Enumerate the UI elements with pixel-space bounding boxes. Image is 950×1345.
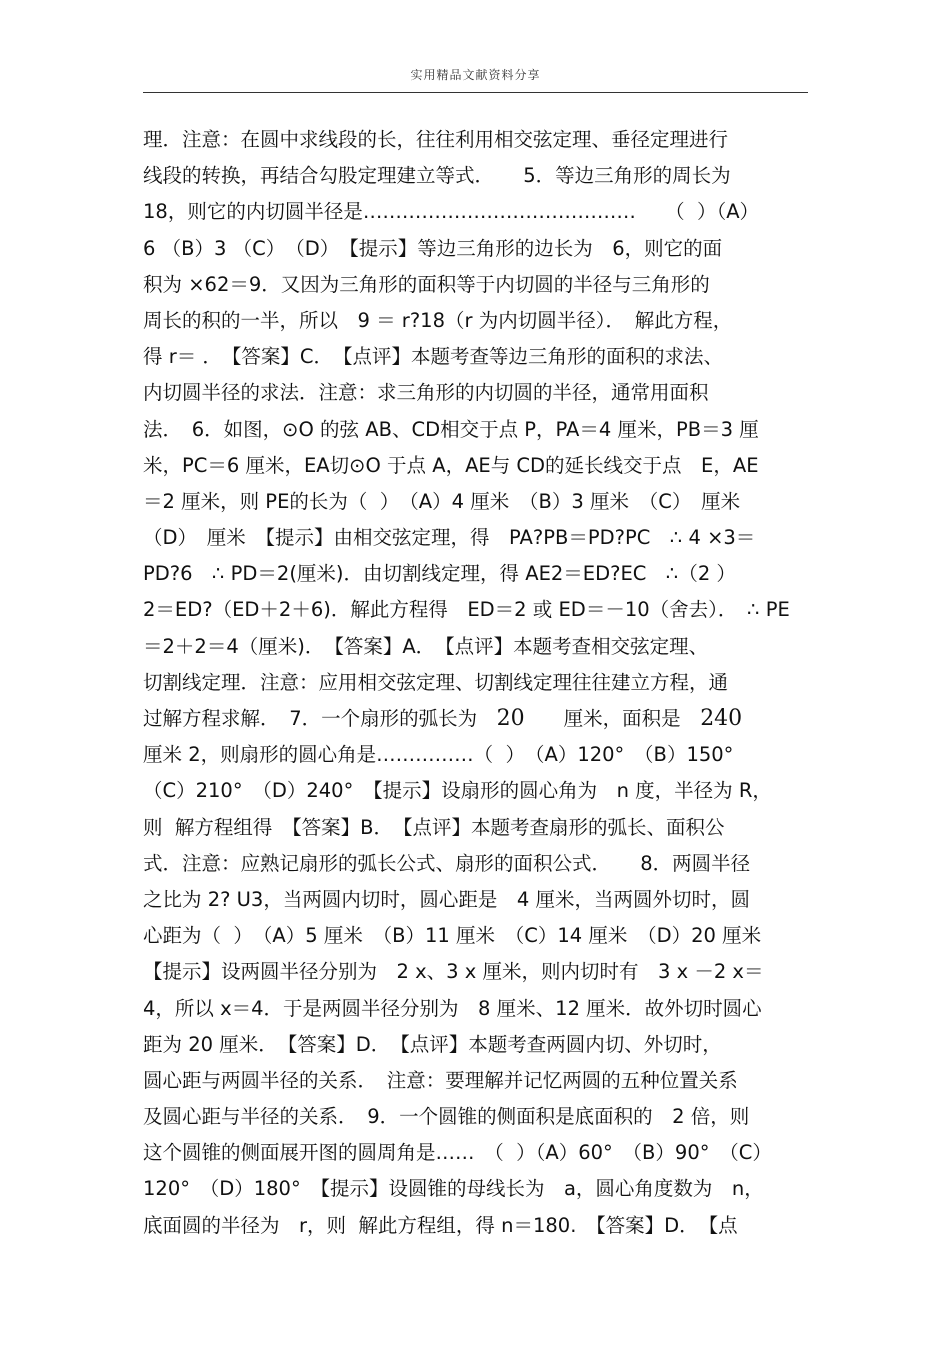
text-segment: 过解方程求解． 7．一个扇形的弧长为 <box>143 707 497 730</box>
text-line: （D） 厘米 【提示】由相交弦定理，得 PA?PB＝PD?PC ∴ 4 ×3＝ <box>143 526 756 550</box>
text-line: （C）210° （D）240° 【提示】设扇形的圆心角为 n 度，半径为 R， <box>143 779 772 803</box>
text-line: 周长的积的一半，所以 9 ＝ r?18（r 为内切圆半径）． 解此方程， <box>143 308 733 332</box>
text-line: 则 解方程组得 【答案】B． 【点评】本题考查扇形的弧长、面积公 <box>143 815 725 839</box>
text-line: PD?6 ∴ PD＝2(厘米)．由切割线定理，得 AE2＝ED?EC ∴（2 ） <box>143 562 736 586</box>
text-line: 圆心距与两圆半径的关系． 注意：要理解并记忆两圆的五种位置关系 <box>143 1068 738 1092</box>
text-line: 6 （B）3 （C） （D） 【提示】等边三角形的边长为 6，则它的面 <box>143 236 723 260</box>
text-line: 式．注意：应熟记扇形的弧长公式、扇形的面积公式． 8．两圆半径 <box>143 851 751 875</box>
text-line: 得 r＝ ． 【答案】C． 【点评】本题考查等边三角形的面积的求法、 <box>143 345 724 369</box>
document-body <box>143 122 823 1244</box>
text-line: 线段的转换，再结合勾股定理建立等式． 5．等边三角形的周长为 <box>143 164 731 188</box>
text-line: 120° （D）180° 【提示】设圆锥的母线长为 a，圆心角度数为 n， <box>143 1177 764 1201</box>
text-line: 之比为 2? U3，当两圆内切时，圆心距是 4 厘米，当两圆外切时，圆 <box>143 887 750 911</box>
text-line: 内切圆半径的求法．注意：求三角形的内切圆的半径，通常用面积 <box>143 381 709 405</box>
text-line: 这个圆锥的侧面展开图的圆周角是…… （ ）（A）60° （B）90° （C） <box>143 1141 772 1165</box>
text-line: 积为 ×62＝9．又因为三角形的面积等于内切圆的半径与三角形的 <box>143 272 710 296</box>
text-line: 米，PC＝6 厘米，EA切⊙O 于点 A，AE与 CD的延长线交于点 E，AE <box>143 453 759 477</box>
text-line: ＝2 厘米，则 PE的长为（ ） （A）4 厘米 （B）3 厘米 （C） 厘米 <box>143 489 741 513</box>
text-segment: 厘米，面积是 <box>524 707 701 730</box>
text-line: 【提示】设两圆半径分别为 2 x、3 x 厘米，则内切时有 3 x －2 x＝ <box>143 960 764 984</box>
text-line: 2＝ED?（ED＋2＋6)．解此方程得 ED＝2 或 ED＝－10（舍去）． ∴ PE <box>143 598 790 622</box>
text-line: ＝2＋2＝4（厘米)． 【答案】A． 【点评】本题考查相交弦定理、 <box>143 634 709 658</box>
text-line: 心距为（ ） （A）5 厘米 （B）11 厘米 （C）14 厘米 （D）20 厘米 <box>143 924 762 948</box>
header-title: 实用精品文献资料分享 <box>410 68 541 82</box>
page-header <box>143 60 808 93</box>
text-line: 切割线定理．注意：应用相交弦定理、切割线定理往往建立方程，通 <box>143 670 729 694</box>
arc-length-value: 20 <box>496 706 525 731</box>
text-line: 距为 20 厘米． 【答案】D． 【点评】本题考查两圆内切、外切时， <box>143 1032 722 1056</box>
text-line: 及圆心距与半径的关系． 9．一个圆锥的侧面积是底面积的 2 倍，则 <box>143 1105 750 1129</box>
text-line: 18，则它的内切圆半径是…………………………………… （ ）（A） <box>143 200 760 224</box>
text-line-arc-area <box>143 701 823 737</box>
text-line: 法． 6．如图，⊙O 的弦 AB、CD相交于点 P，PA＝4 厘米，PB＝3 厘 <box>143 417 759 441</box>
text-line: 理．注意：在圆中求线段的长，往往利用相交弦定理、垂径定理进行 <box>143 128 729 151</box>
text-line: 厘米 2，则扇形的圆心角是……………（ ） （A）120° （B）150° <box>143 743 734 767</box>
text-line: 底面圆的半径为 r，则 解此方程组，得 n＝180. 【答案】D． 【点 <box>143 1213 738 1237</box>
text-line: 4，所以 x＝4．于是两圆半径分别为 8 厘米、12 厘米．故外切时圆心 <box>143 996 762 1020</box>
area-value: 240 <box>700 706 743 731</box>
